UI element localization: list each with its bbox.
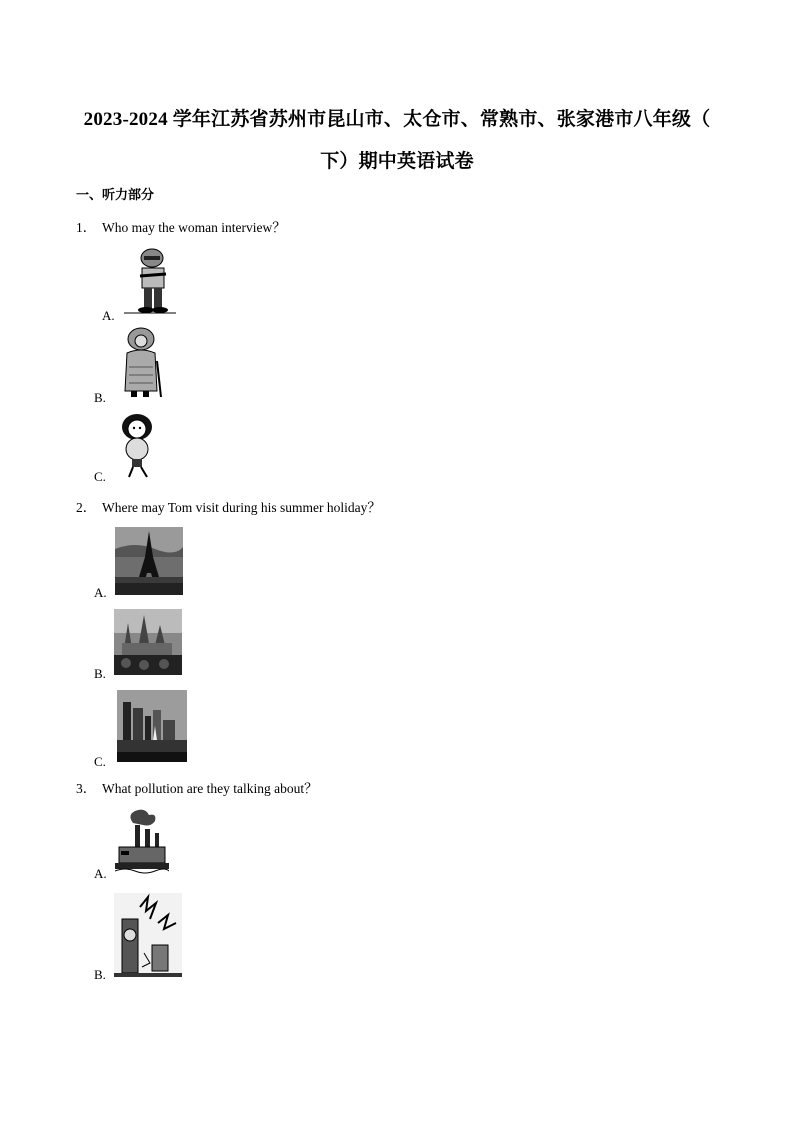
option-label[interactable]: B. — [94, 390, 106, 405]
option-label[interactable]: C. — [94, 754, 106, 769]
option-label[interactable]: C. — [94, 469, 106, 484]
title-line-1: 2023-2024 学年江苏省苏州市昆山市、太仓市、常熟市、张家港市八年级（ — [83, 109, 711, 130]
option-label[interactable]: B. — [94, 967, 106, 982]
eiffel-tower-image[interactable] — [115, 527, 183, 595]
factory-image[interactable] — [115, 807, 169, 877]
question-number: 3． — [76, 781, 97, 796]
title-line-2: 下）期中英语试卷 — [320, 151, 474, 172]
option-label[interactable]: A. — [94, 585, 107, 600]
castle-image[interactable] — [114, 609, 182, 675]
question-number: 1． — [76, 220, 97, 235]
question-1 — [76, 216, 286, 236]
option-label[interactable]: A. — [94, 866, 107, 881]
option-label[interactable]: A. — [102, 308, 115, 323]
question-3 — [76, 777, 318, 797]
question-text: What pollution are they talking about？ — [102, 781, 318, 796]
question-text: Who may the woman interview？ — [102, 220, 286, 235]
old-man-image[interactable] — [122, 246, 178, 316]
question-text: Where may Tom visit during his summer holiday？ — [102, 500, 381, 515]
section-heading: 一、听力部分 — [76, 187, 155, 202]
question-2 — [76, 496, 381, 516]
old-woman-image[interactable] — [117, 327, 167, 399]
option-label[interactable]: B. — [94, 666, 106, 681]
city-skyline-image[interactable] — [117, 690, 187, 762]
question-number: 2． — [76, 500, 97, 515]
noise-cartoon-image[interactable] — [114, 893, 182, 977]
young-girl-image[interactable] — [117, 411, 159, 481]
